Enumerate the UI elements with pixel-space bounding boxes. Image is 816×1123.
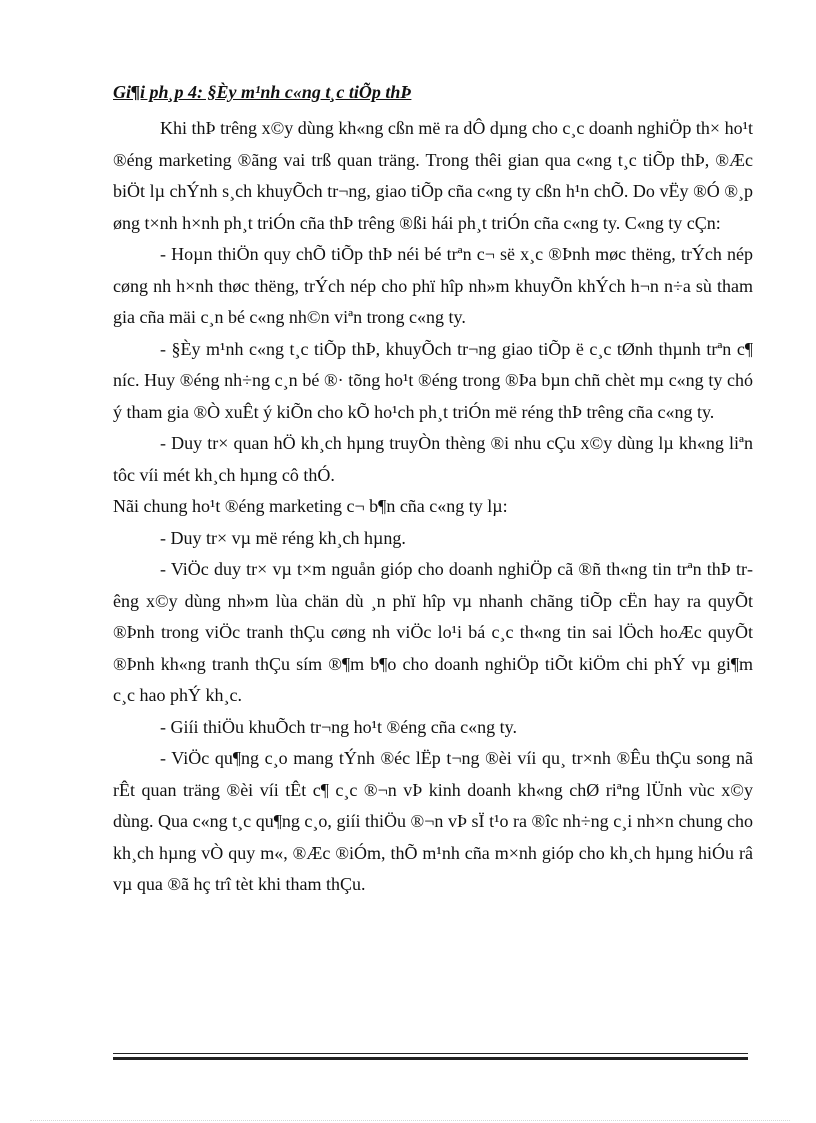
paragraph-bullet-promotion: - §Èy m¹nh c«ng t¸c tiÕp thÞ, khuyÕch tr¬ng giao tiÕp ë c¸c tØnh thµnh trªn c¶ níc. Huy ®éng nh÷ng c¸n bé ®· tõng ho¹t ®éng trong ®Þa bµn chñ chèt mµ c«ng ty chó ý tham gia ®Ò xuÊt ý kiÕn cho kÕ ho¹ch ph¸t triÓn më réng thÞ trêng cña c«ng ty.: [113, 338, 753, 422]
paragraph-bullet-customer-relations: - Duy tr× quan hÖ kh¸ch hµng truyÒn thèng ®i nhu cÇu x©y dùng lµ kh«ng liªn tôc víi mét kh¸ch hµng cô thÓ.: [113, 433, 753, 485]
paragraph-intro: Khi thÞ trêng x©y dùng kh«ng cßn më ra dÔ dµng cho c¸c doanh nghiÖp th× ho¹t ®éng marketing ®ãng vai trß quan träng. Trong thêi gian qua c«ng t¸c tiÕp thÞ, ®Æc biÖt lµ chÝnh s¸ch khuyÕch tr¬ng, giao tiÕp cña c«ng ty cßn h¹n chÕ. Do vËy ®Ó ®¸p øng t×nh h×nh ph¸t triÓn cña thÞ trêng ®ßi hái ph¸t triÓn cña c«ng ty. C«ng ty cÇn:: [113, 118, 753, 233]
paragraph-bullet-maintain-customers: - Duy tr× vµ më réng kh¸ch hµng.: [160, 527, 406, 548]
footer-double-rule: [113, 1053, 748, 1060]
footer-rule-thin: [113, 1053, 748, 1054]
paragraph-bullet-internal-marketing: - Hoµn thiÖn quy chÕ tiÕp thÞ néi bé trªn c¬ së x¸c ®Þnh møc thëng, trÝch nép cøng nh h×nh thøc thëng, trÝch nép cho phï hîp nh»m khuyÕn khÝch h¬n n÷a sù tham gia cña mäi c¸n bé c«ng nh©n viªn trong c«ng ty.: [113, 244, 753, 327]
paragraph-bullet-advertising: - ViÖc qu¶ng c¸o mang tÝnh ®éc lËp t¬ng ®èi víi qu¸ tr×nh ®Êu thÇu song nã rÊt quan träng ®èi víi tÊt c¶ c¸c ®¬n vÞ kinh doanh kh«ng chØ riªng lÜnh vùc x©y dùng. Qua c«ng t¸c qu¶ng c¸o, giíi thiÖu ®¬n vÞ sÏ t¹o ra ®îc nh÷ng c¸i nh×n chung cho kh¸ch hµng vÒ quy m«, ®Æc ®iÓm, thÕ m¹nh cña m×nh gióp cho kh¸ch hµng hiÓu râ vµ qua ®ã hç trî tèt khi tham thÇu.: [113, 748, 753, 894]
paragraph-bullet-information: - ViÖc duy tr× vµ t×m nguån gióp cho doanh nghiÖp cã ®ñ th«ng tin trªn thÞ trêng x©y dùng nh»m lùa chän dù ¸n phï hîp vµ nhanh chãng tiÕp cËn hay ra quyÕt ®Þnh trong viÖc tranh thÇu cøng nh viÖc lo¹i bá c¸c th«ng tin sai lÖch hoÆc quyÕt ®Þnh kh«ng tranh thÇu sím ®¶m b¶o cho doanh nghiÖp tiÕt kiÖm chi phÝ vµ gi¶m c¸c hao phÝ kh¸c.: [113, 559, 753, 705]
paragraph-summary: Nãi chung ho¹t ®éng marketing c¬ b¶n cña c«ng ty lµ:: [113, 496, 508, 516]
document-body: [113, 79, 753, 901]
section-heading: Gi¶i ph¸p 4: §Èy m¹nh c«ng t¸c tiÕp thÞ: [113, 82, 412, 102]
paragraph-bullet-introduction: - Giíi thiÖu khuÕch tr¬ng ho¹t ®éng cña c«ng ty.: [160, 716, 517, 737]
page-edge-divider: [30, 1120, 790, 1121]
footer-rule-thick: [113, 1057, 748, 1060]
